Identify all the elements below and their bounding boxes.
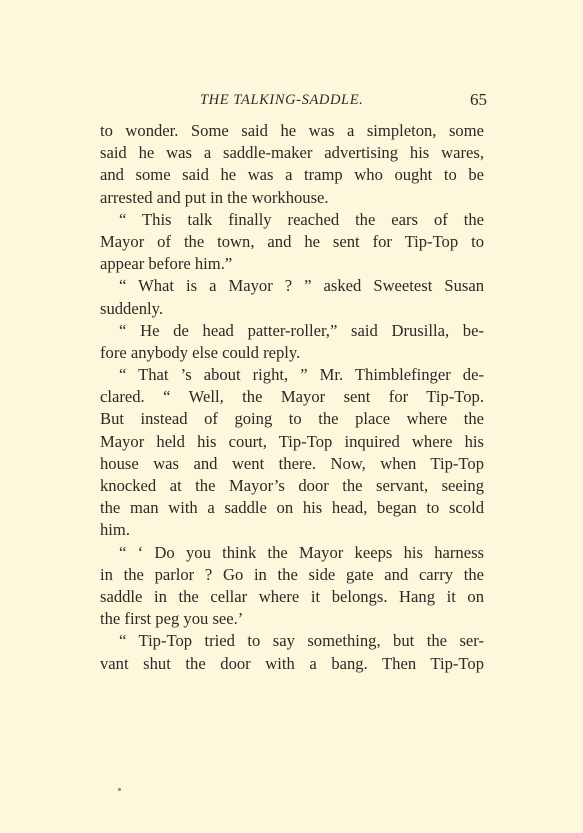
page-number: 65	[470, 90, 487, 109]
page-header	[100, 92, 487, 114]
text-line: fore anybody else could reply.	[100, 342, 301, 362]
text-line: suddenly.	[100, 298, 163, 318]
text-line: “ Tip-Top tried to say something, but the ser-	[119, 631, 484, 651]
text-line: “ That ’s about right, ” Mr. Thimblefinger de-	[119, 365, 484, 385]
text-line: But instead of going to the place where the	[100, 409, 484, 429]
text-line: said he was a saddle-maker advertising his wares,	[100, 143, 484, 163]
text-line: Mayor of the town, and he sent for Tip-Top to	[100, 231, 484, 251]
text-line: and some said he was a tramp who ought to be	[100, 165, 484, 185]
body-text	[100, 120, 484, 675]
paper-speck	[118, 788, 121, 791]
running-title: THE TALKING-SADDLE.	[200, 92, 364, 108]
text-line: appear before him.”	[100, 254, 233, 274]
text-line: vant shut the door with a bang. Then Tip-Top	[100, 653, 484, 673]
text-line: arrested and put in the workhouse.	[100, 187, 329, 207]
text-line: in the parlor ? Go in the side gate and carry the	[100, 564, 484, 584]
text-line: the man with a saddle on his head, began to scold	[100, 498, 484, 518]
text-line: “ What is a Mayor ? ” asked Sweetest Susan	[119, 276, 484, 296]
text-line: “ ‘ Do you think the Mayor keeps his harness	[119, 542, 484, 562]
text-line: house was and went there. Now, when Tip-Top	[100, 453, 484, 473]
text-line: “ He de head patter-roller,” said Drusilla, be-	[119, 320, 484, 340]
text-line: “ This talk finally reached the ears of the	[119, 209, 484, 229]
text-line: him.	[100, 520, 130, 540]
text-line: to wonder. Some said he was a simpleton, some	[100, 121, 484, 140]
text-line: the first peg you see.’	[100, 609, 244, 629]
text-line: knocked at the Mayor’s door the servant, seeing	[100, 476, 484, 495]
text-line: saddle in the cellar where it belongs. Hang it on	[100, 586, 484, 606]
text-line: Mayor held his court, Tip-Top inquired where his	[100, 431, 484, 451]
text-line: clared. “ Well, the Mayor sent for Tip-Top.	[100, 387, 484, 407]
